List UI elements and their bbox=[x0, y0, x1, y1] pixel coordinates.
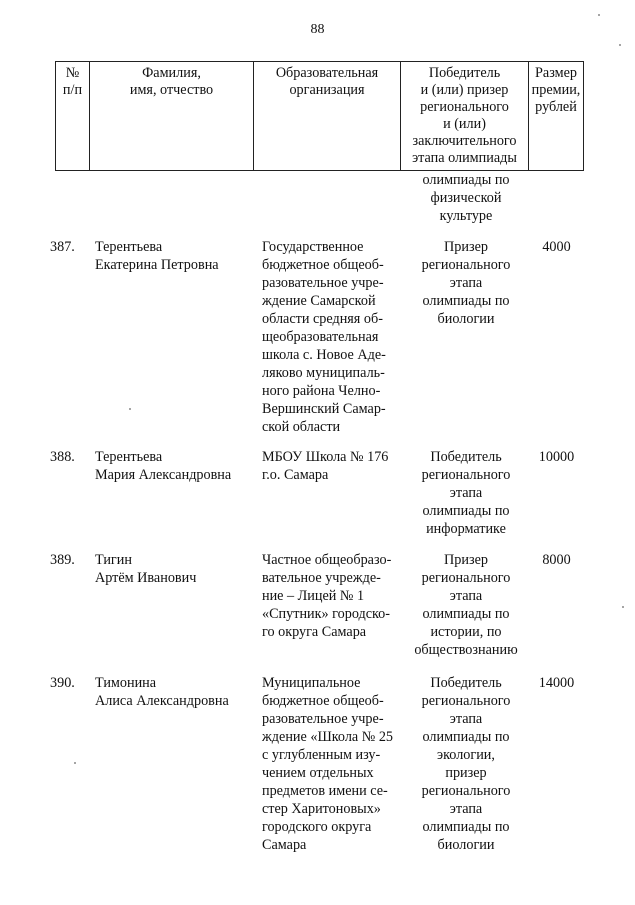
organization-name: Частное общеобразо- вательное учрежде- ние – Лицей № 1 «Спутник» городско- го округа Самара bbox=[262, 552, 392, 640]
prize-amount: 4000 bbox=[542, 239, 571, 255]
student-name: Терентьева Екатерина Петровна bbox=[95, 239, 219, 273]
organization-name: Государственное бюджетное общеоб- разовательное учре- ждение Самарской области средняя об- щеобразовательная школа с. Новое Аде- ляково муниципаль- ного района Челно- Вершинский Самар- ской области bbox=[262, 239, 386, 435]
organization-name: Муниципальное бюджетное общеоб- разовательное учре- ждение «Школа № 25 с углубленным изу- чением отдельных предметов имени се- стер Харитоновых» городского округа Самара bbox=[262, 675, 394, 853]
scan-speck bbox=[619, 44, 621, 46]
header-number: № п/п bbox=[55, 61, 90, 171]
achievement: Победитель регионального этапа олимпиады по экологии, призер регионального этапа олимпиады по биологии bbox=[421, 675, 511, 853]
student-name: Тимонина Алиса Александровна bbox=[95, 675, 229, 709]
student-name: Терентьева Мария Александровна bbox=[95, 449, 232, 483]
organization-name: МБОУ Школа № 176 г.о. Самара bbox=[262, 449, 389, 483]
row-number: 390. bbox=[50, 675, 75, 691]
prize-amount: 10000 bbox=[538, 449, 575, 465]
scan-speck bbox=[129, 408, 131, 410]
achievement: Победитель регионального этапа олимпиады по информатике bbox=[421, 449, 511, 537]
header-prize-amount: Размер премии, рублей bbox=[529, 61, 584, 171]
scan-speck bbox=[598, 14, 600, 16]
scan-speck bbox=[74, 762, 76, 764]
page-number: 88 bbox=[310, 22, 325, 37]
row-number: 389. bbox=[50, 552, 75, 568]
header-full-name: Фамилия, имя, отчество bbox=[90, 61, 254, 171]
prize-amount: 8000 bbox=[542, 552, 571, 568]
prize-amount: 14000 bbox=[538, 675, 575, 691]
scan-speck bbox=[622, 606, 624, 608]
achievement: Призер регионального этапа олимпиады по биологии bbox=[421, 239, 511, 327]
header-achievement: Победитель и (или) призер регионального и (или) заключительного этапа олимпиады bbox=[401, 61, 529, 171]
row-number: 388. bbox=[50, 449, 75, 465]
header-organization: Образовательная организация bbox=[254, 61, 401, 171]
continuation-text: олимпиады по физической культуре bbox=[422, 172, 510, 224]
achievement: Призер регионального этапа олимпиады по истории, по обществознанию bbox=[414, 552, 518, 658]
row-number: 387. bbox=[50, 239, 75, 255]
student-name: Тигин Артём Иванович bbox=[95, 552, 197, 586]
